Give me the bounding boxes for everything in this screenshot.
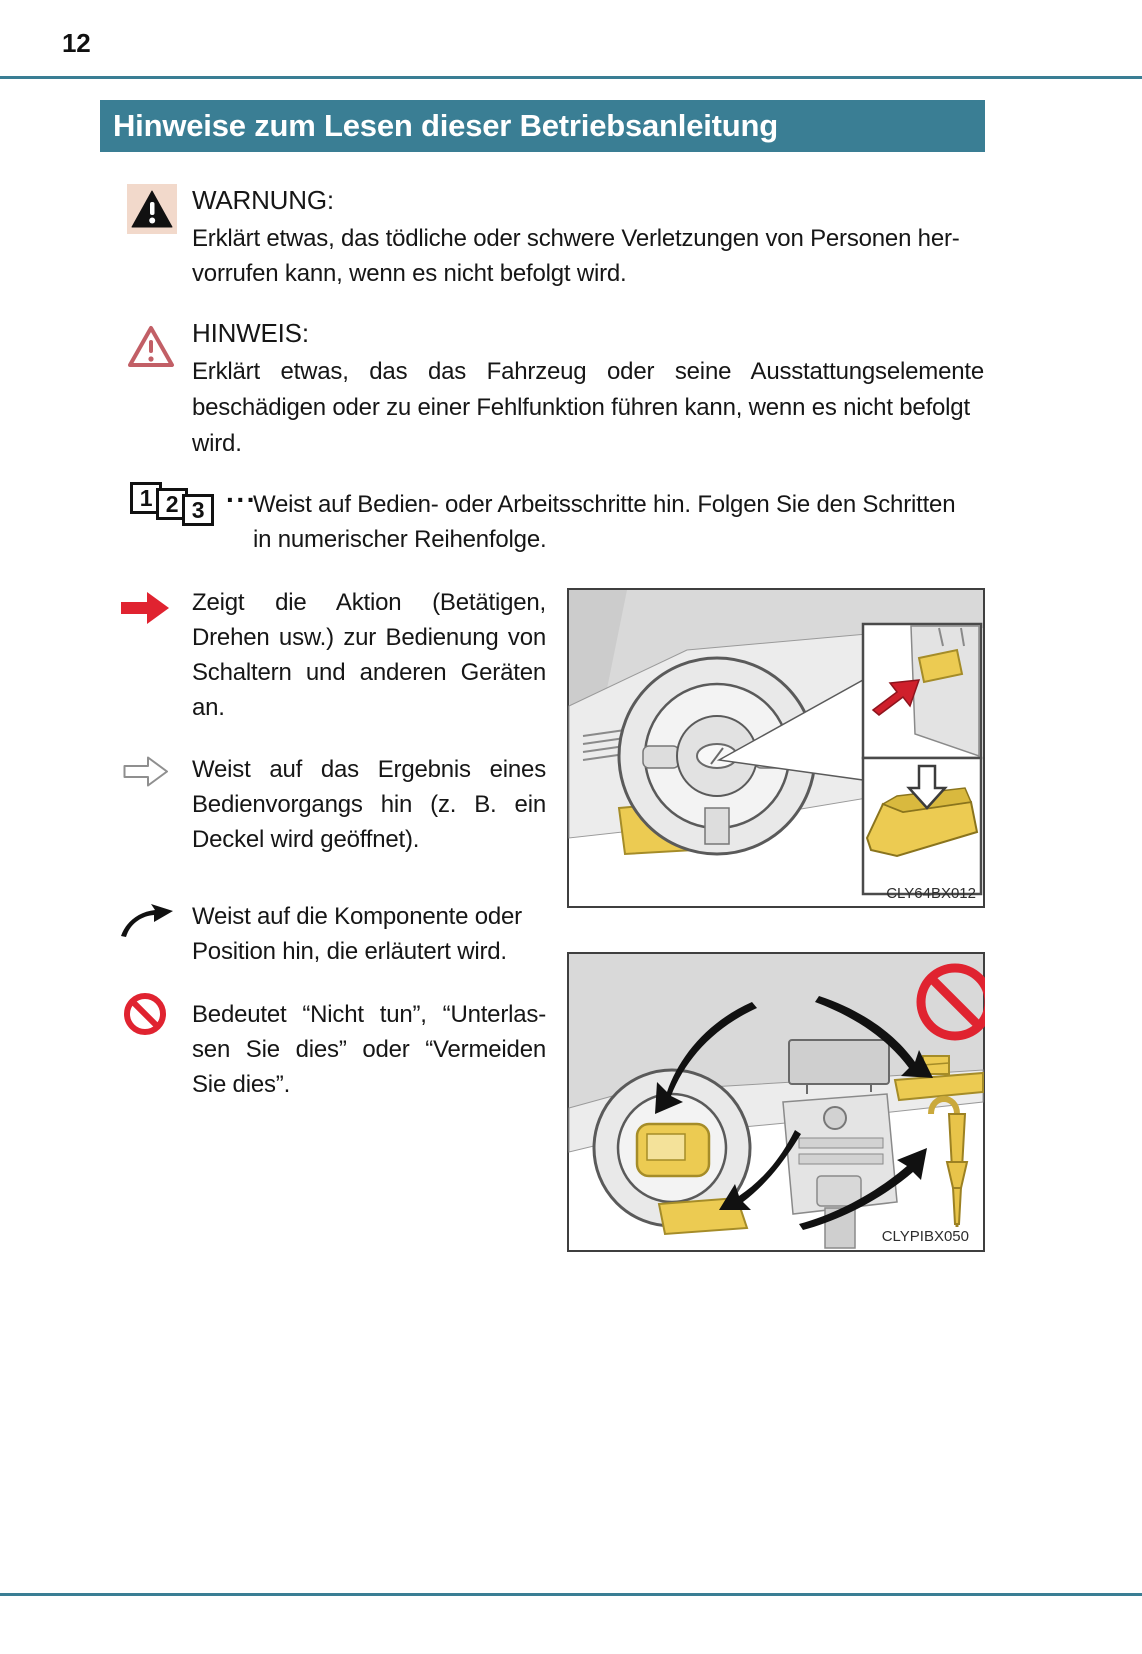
- text-line: sen Sie dies” oder “Vermeiden: [192, 1036, 546, 1063]
- text-line: Schaltern und anderen Geräten: [192, 659, 546, 686]
- warnung-heading: WARNUNG:: [192, 185, 334, 215]
- step-box-3: [182, 494, 214, 526]
- ellipsis-dots: ···: [226, 484, 257, 515]
- text-line: in numerischer Reihenfolge.: [253, 526, 547, 553]
- figure-dashboard-glovebox: [567, 588, 985, 908]
- figure-caption: CLYPIBX050: [875, 1227, 976, 1246]
- text-line: Weist auf Bedien- oder Arbeitsschritte hin. Folgen Sie den Schritten: [253, 491, 956, 518]
- verbot-text: [192, 997, 546, 1102]
- outline-arrow-icon: [123, 756, 169, 792]
- page-number: 12: [62, 28, 91, 58]
- warning-triangle-icon: [127, 184, 177, 234]
- text-line: Bedeutet “Nicht tun”, “Unterlas-: [192, 1001, 546, 1028]
- step-number: 1: [139, 484, 153, 511]
- warnung-text: [192, 221, 984, 291]
- figure-caption: CLY64BX012: [886, 885, 976, 902]
- text-line: Weist auf das Ergebnis eines: [192, 756, 546, 783]
- dashboard-illustration: [567, 588, 985, 908]
- text-line: Erklärt etwas, das tödliche oder schwere Verletzungen von Personen her-: [192, 225, 960, 252]
- hinweis-heading: HINWEIS:: [192, 318, 309, 348]
- text-line: Erklärt etwas, das das Fahrzeug oder seine Ausstattungselemente: [192, 358, 984, 385]
- red-arrow-icon: [121, 592, 169, 629]
- text-line: an.: [192, 694, 225, 721]
- step-number: 2: [165, 490, 179, 517]
- text-line: Position hin, die erläutert wird.: [192, 938, 507, 965]
- numbered-steps-icon: [130, 482, 258, 534]
- curved-arrow-icon: [119, 902, 175, 943]
- dashboard-illustration: [567, 952, 985, 1252]
- bottom-divider: [0, 1593, 1142, 1596]
- no-symbol-icon: [123, 992, 167, 1041]
- top-divider: [0, 76, 1142, 79]
- ergebnis-text: [192, 752, 546, 857]
- figure-dashboard-prohibited: [567, 952, 985, 1252]
- inset-action: [863, 624, 981, 758]
- text-line: Deckel wird geöffnet).: [192, 826, 420, 853]
- text-line: vorrufen kann, wenn es nicht befolgt wird.: [192, 260, 627, 287]
- notice-triangle-icon: [126, 324, 176, 375]
- komponente-text: [192, 899, 546, 969]
- inset-result: [863, 758, 981, 894]
- section-banner: Hinweise zum Lesen dieser Betriebsanleitung: [100, 100, 985, 152]
- hinweis-text: [192, 354, 984, 462]
- step-number: 3: [191, 496, 205, 523]
- aktion-text: [192, 585, 546, 725]
- text-line: Weist auf die Komponente oder: [192, 903, 522, 930]
- text-line: Zeigt die Aktion (Betätigen,: [192, 589, 546, 616]
- text-line: Drehen usw.) zur Bedienung von: [192, 624, 546, 651]
- text-line: beschädigen oder zu einer Fehlfunktion führen kann, wenn es nicht befolgt: [192, 394, 970, 421]
- text-line: Sie dies”.: [192, 1071, 291, 1098]
- text-line: Bedienvorgangs hin (z. B. ein: [192, 791, 546, 818]
- text-line: wird.: [192, 430, 242, 457]
- steps-text: [253, 487, 985, 557]
